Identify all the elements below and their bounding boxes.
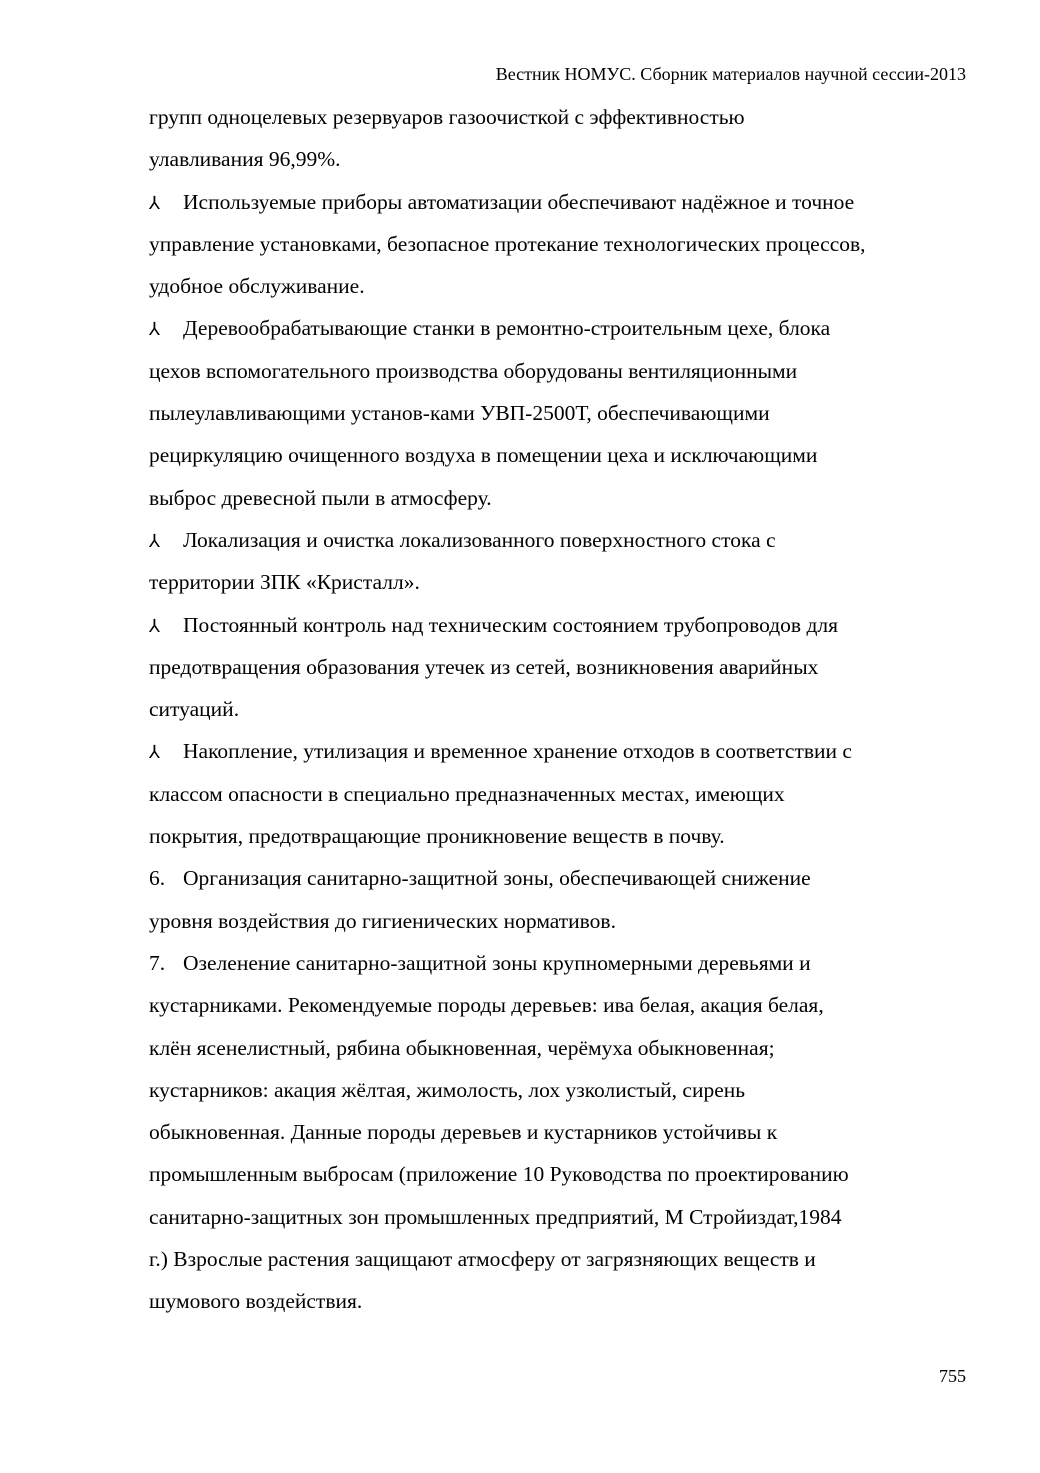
text-line: [149, 434, 979, 476]
line-text: обыкновенная. Данные породы деревьев и кустарников устойчивы к: [149, 1120, 778, 1145]
bullet-marker-icon: ⅄: [149, 192, 160, 213]
text-line: [149, 1027, 979, 1069]
line-text: г.) Взрослые растения защищают атмосферу от загрязняющих веществ и: [149, 1247, 816, 1272]
bullet-marker-icon: ⅄: [149, 319, 160, 340]
line-text: Озеленение санитарно-защитной зоны крупномерными деревьями и: [183, 950, 811, 975]
text-line: [149, 815, 979, 857]
line-text: Локализация и очистка локализованного поверхностного стока с: [183, 527, 776, 552]
text-line: [149, 96, 979, 138]
text-line: [149, 519, 979, 561]
text-line: [149, 730, 979, 772]
line-text: Накопление, утилизация и временное хранение отходов в соответствии с: [183, 739, 852, 764]
list-number: 6.: [149, 866, 166, 891]
text-line: [149, 942, 979, 984]
text-line: [149, 646, 979, 688]
text-line: [149, 857, 979, 899]
text-line: [149, 1069, 979, 1111]
line-text: выброс древесной пыли в атмосферу.: [149, 485, 492, 510]
page-body: [149, 96, 979, 1323]
text-line: [149, 223, 979, 265]
text-line: [149, 307, 979, 349]
line-text: ситуаций.: [149, 697, 240, 722]
text-line: [149, 688, 979, 730]
text-line: [149, 392, 979, 434]
text-line: [149, 1196, 979, 1238]
line-text: Постоянный контроль над техническим состоянием трубопроводов для: [183, 612, 839, 637]
text-line: [149, 561, 979, 603]
line-text: улавливания 96,99%.: [149, 147, 341, 172]
line-text: управление установками, безопасное протекание технологических процессов,: [149, 231, 866, 256]
text-line: [149, 900, 979, 942]
line-text: кустарниками. Рекомендуемые породы деревьев: ива белая, акация белая,: [149, 993, 824, 1018]
line-text: территории ЗПК «Кристалл».: [149, 570, 420, 595]
line-text: цехов вспомогательного производства оборудованы вентиляционными: [149, 358, 798, 383]
line-text: предотвращения образования утечек из сетей, возникновения аварийных: [149, 654, 819, 679]
text-line: [149, 1280, 979, 1322]
line-text: групп одноцелевых резервуаров газоочисткой с эффективностью: [149, 105, 745, 129]
line-text: рециркуляцию очищенного воздуха в помещении цеха и исключающими: [149, 443, 818, 468]
page-number: 755: [939, 1366, 966, 1386]
text-line: [149, 265, 979, 307]
bullet-marker-icon: ⅄: [149, 615, 160, 636]
text-line: [149, 1153, 979, 1195]
line-text: покрытия, предотвращающие проникновение веществ в почву.: [149, 824, 725, 849]
line-text: санитарно-защитных зон промышленных предприятий, М Стройиздат,1984: [149, 1204, 842, 1229]
line-text: уровня воздействия до гигиенических нормативов.: [149, 908, 616, 933]
text-line: [149, 773, 979, 815]
text-line: [149, 350, 979, 392]
line-text: кустарников: акация жёлтая, жимолость, лох узколистый, сирень: [149, 1077, 746, 1102]
text-line: [149, 984, 979, 1026]
line-text: Деревообрабатывающие станки в ремонтно-строительным цехе, блока: [183, 316, 831, 341]
bullet-marker-icon: ⅄: [149, 742, 160, 763]
line-text: классом опасности в специально предназначенных местах, имеющих: [149, 781, 785, 806]
line-text: Организация санитарно-защитной зоны, обеспечивающей снижение: [183, 866, 811, 891]
text-line: [149, 138, 979, 180]
line-text: Используемые приборы автоматизации обеспечивают надёжное и точное: [183, 189, 855, 214]
line-text: промышленным выбросам (приложение 10 Руководства по проектированию: [149, 1162, 849, 1187]
line-text: удобное обслуживание.: [149, 274, 365, 299]
text-line: [149, 1111, 979, 1153]
running-header: Вестник НОМУС. Сборник материалов научной сессии-2013: [495, 64, 966, 84]
line-text: шумового воздействия.: [149, 1289, 363, 1314]
text-line: [149, 1238, 979, 1280]
bullet-marker-icon: ⅄: [149, 530, 160, 551]
text-line: [149, 604, 979, 646]
line-text: клён ясенелистный, рябина обыкновенная, черёмуха обыкновенная;: [149, 1035, 775, 1060]
line-text: пылеулавливающими установ-ками УВП-2500Т, обеспечивающими: [149, 401, 770, 426]
text-line: [149, 181, 979, 223]
list-number: 7.: [149, 950, 166, 975]
text-line: [149, 477, 979, 519]
